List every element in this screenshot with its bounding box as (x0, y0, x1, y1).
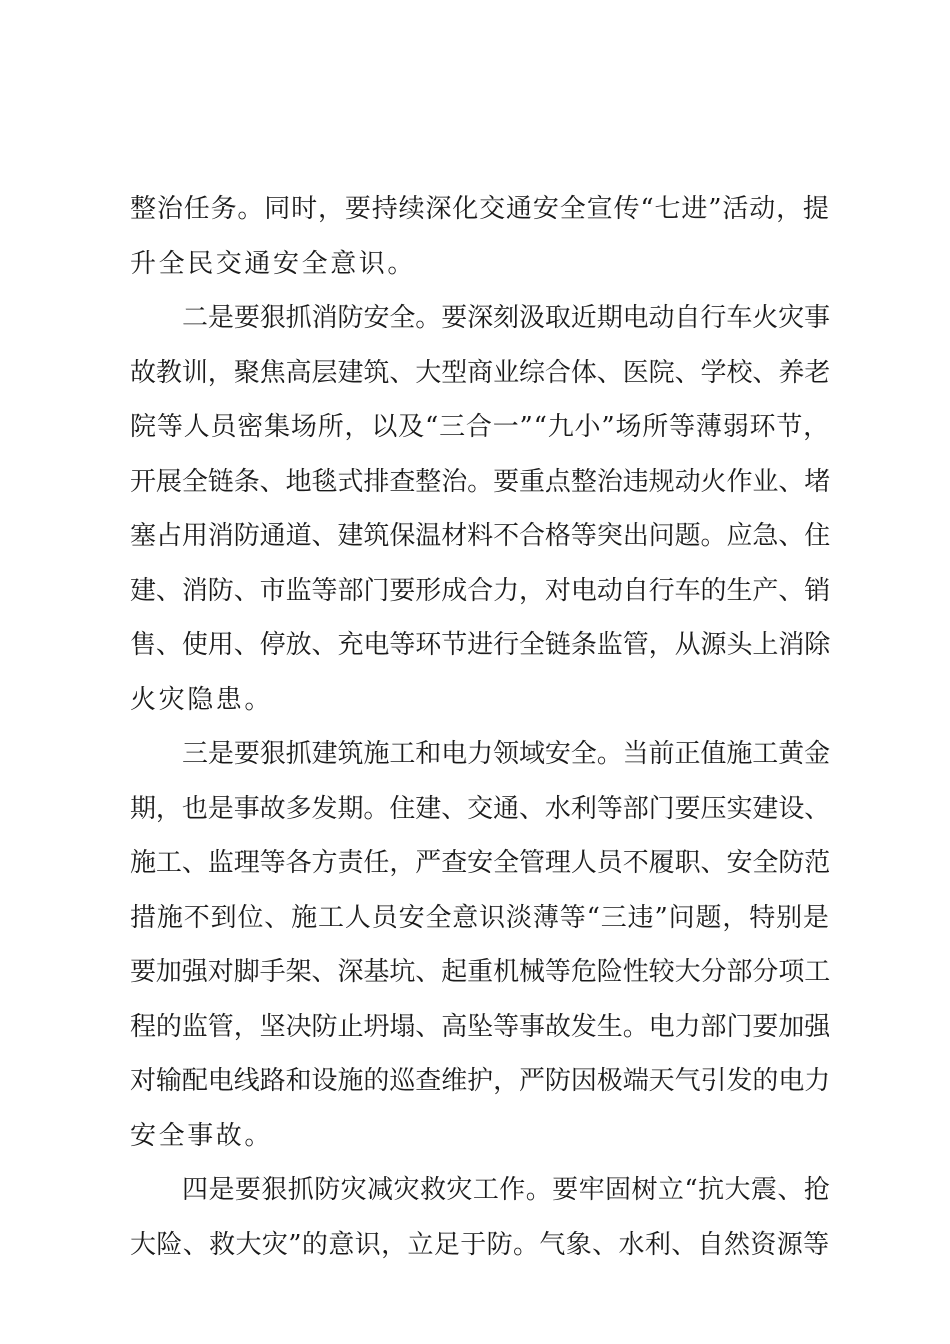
text-line: 要加强对脚手架、深基坑、起重机械等危险性较大分部分项工 (130, 957, 831, 987)
text-line: 对输配电线路和设施的巡查维护，严防因极端天气引发的电力 (130, 1066, 831, 1096)
text-line: 故教训，聚焦高层建筑、大型商业综合体、医院、学校、养老 (130, 357, 831, 388)
body-text (130, 182, 830, 1272)
text-line: 措施不到位、施工人员安全意识淡薄等“三违”问题，特别是 (130, 902, 830, 933)
text-line: 火灾隐患。 (130, 684, 274, 715)
text-line: 期，也是事故多发期。住建、交通、水利等部门要压实建设、 (130, 793, 831, 824)
text-line: 安全事故。 (130, 1120, 274, 1151)
text-line: 院等人员密集场所，以及“三合一”“九小”场所等薄弱环节， (130, 412, 830, 442)
text-line: 塞占用消防通道、建筑保温材料不合格等突出问题。应急、住 (130, 521, 831, 551)
text-line: 三是要狠抓建筑施工和电力领域安全。当前正值施工黄金 (182, 739, 831, 769)
text-line: 大险、救大灾”的意识，立足于防。气象、水利、自然资源等 (130, 1229, 830, 1260)
text-line: 程的监管，坚决防止坍塌、高坠等事故发生。电力部门要加强 (130, 1011, 831, 1042)
text-line: 四是要狠抓防灾减灾救灾工作。要牢固树立“抗大震、抢 (182, 1175, 831, 1205)
text-line: 开展全链条、地毯式排查整治。要重点整治违规动火作业、堵 (130, 466, 831, 497)
text-line: 整治任务。同时，要持续深化交通安全宣传“七进”活动，提 (130, 194, 830, 224)
text-line: 施工、监理等各方责任，严查安全管理人员不履职、安全防范 (130, 848, 831, 878)
text-line: 售、使用、停放、充电等环节进行全链条监管，从源头上消除 (130, 630, 831, 660)
paragraph-4 (130, 1163, 830, 1272)
paragraph-2 (130, 291, 830, 727)
text-line: 二是要狠抓消防安全。要深刻汲取近期电动自行车火灾事 (182, 303, 831, 333)
paragraph-1 (130, 182, 830, 291)
text-line: 建、消防、市监等部门要形成合力，对电动自行车的生产、销 (130, 575, 831, 606)
text-line: 升全民交通安全意识。 (130, 248, 417, 279)
paragraph-3 (130, 727, 830, 1163)
